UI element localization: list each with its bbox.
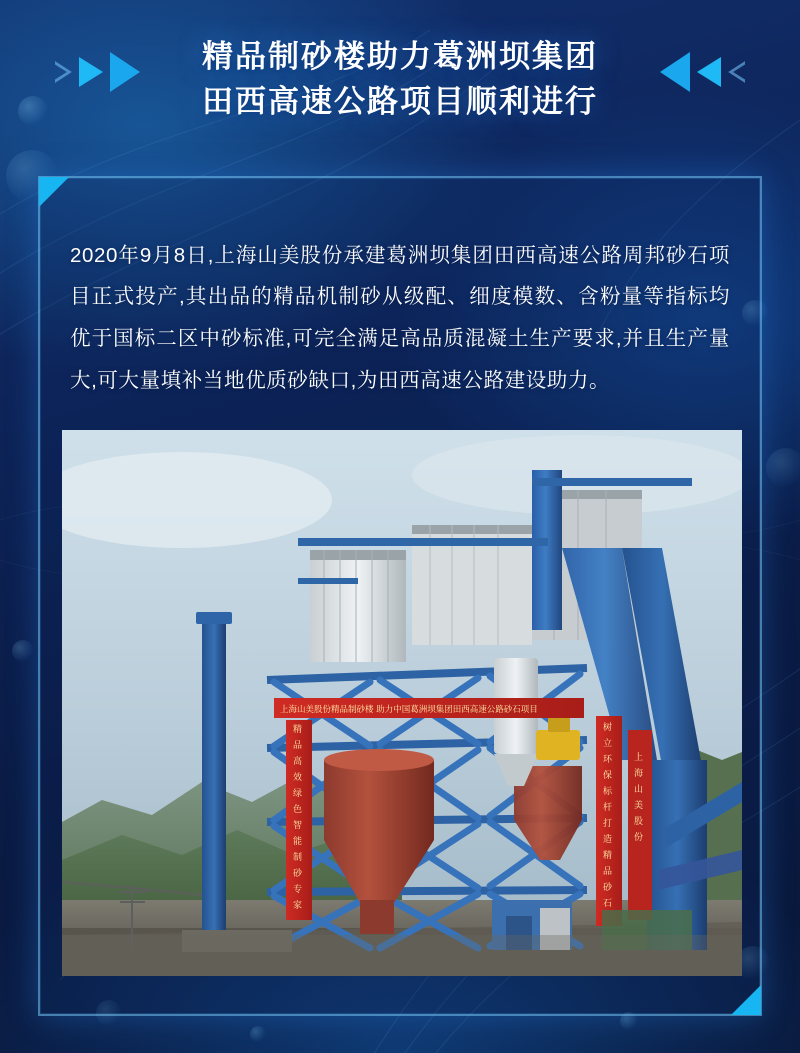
triangle-left-solid-icon — [660, 52, 690, 92]
svg-text:色: 色 — [293, 805, 303, 815]
svg-text:精: 精 — [603, 851, 613, 861]
page-title — [202, 35, 598, 125]
content-card — [38, 176, 762, 1016]
triangle-right-outline-icon — [55, 61, 72, 83]
svg-text:份: 份 — [634, 833, 644, 843]
triangle-left-solid-icon — [697, 57, 721, 87]
svg-text:保: 保 — [603, 771, 613, 781]
corner-accent-bottom-right-icon — [731, 985, 761, 1015]
svg-text:股: 股 — [634, 817, 644, 827]
svg-text:制: 制 — [293, 853, 303, 863]
svg-text:杆: 杆 — [603, 803, 613, 813]
svg-text:造: 造 — [603, 835, 613, 845]
bokeh-dot — [12, 640, 34, 662]
triangle-left-outline-icon — [728, 61, 745, 83]
svg-text:山: 山 — [634, 785, 644, 795]
svg-text:打: 打 — [603, 819, 613, 829]
project-photo — [62, 430, 742, 976]
svg-text:标: 标 — [603, 787, 613, 797]
project-photo-image — [62, 430, 742, 976]
svg-text:环: 环 — [603, 755, 613, 765]
svg-text:效: 效 — [293, 773, 303, 783]
svg-text:立: 立 — [603, 739, 613, 749]
svg-text:专: 专 — [293, 885, 303, 895]
svg-text:品: 品 — [603, 867, 613, 877]
svg-text:海: 海 — [634, 769, 644, 779]
svg-text:精: 精 — [293, 725, 303, 735]
svg-text:家: 家 — [293, 901, 303, 911]
svg-text:石: 石 — [603, 899, 613, 909]
svg-text:智: 智 — [293, 821, 303, 831]
header-right-arrows — [660, 52, 745, 92]
article-paragraph: 2020年9月8日,上海山美股份承建葛洲坝集团田西高速公路周邦砂石项目正式投产,其出品的精品机制砂从级配、细度模数、含粉量等指标均优于国标二区中砂标准,可完全满足高品质混凝土生产要求,并且生产量大,可大量填补当地优质砂缺口,为田西高速公路建设助力。 — [70, 243, 730, 392]
svg-text:上: 上 — [634, 753, 644, 763]
bokeh-dot — [250, 1026, 266, 1042]
triangle-right-solid-icon — [79, 57, 103, 87]
svg-text:砂: 砂 — [603, 883, 613, 893]
svg-text:高: 高 — [293, 757, 303, 767]
svg-text:能: 能 — [293, 837, 303, 847]
header-left-arrows — [55, 52, 140, 92]
title-line-2: 田西高速公路项目顺利进行 — [202, 84, 598, 119]
svg-text:砂: 砂 — [293, 869, 303, 879]
triangle-right-solid-icon — [110, 52, 140, 92]
svg-text:品: 品 — [293, 741, 303, 751]
title-line-1: 精品制砂楼助力葛洲坝集团 — [202, 39, 598, 75]
poster-header — [0, 0, 800, 160]
svg-text:绿: 绿 — [293, 789, 303, 799]
bokeh-dot — [766, 448, 800, 488]
svg-text:上海山美股份精品制砂楼 助力中国葛洲坝集团田西高速公路砂石: 上海山美股份精品制砂楼 助力中国葛洲坝集团田西高速公路砂石项目 — [280, 705, 538, 715]
svg-text:树: 树 — [603, 723, 613, 733]
svg-text:美: 美 — [634, 801, 644, 811]
